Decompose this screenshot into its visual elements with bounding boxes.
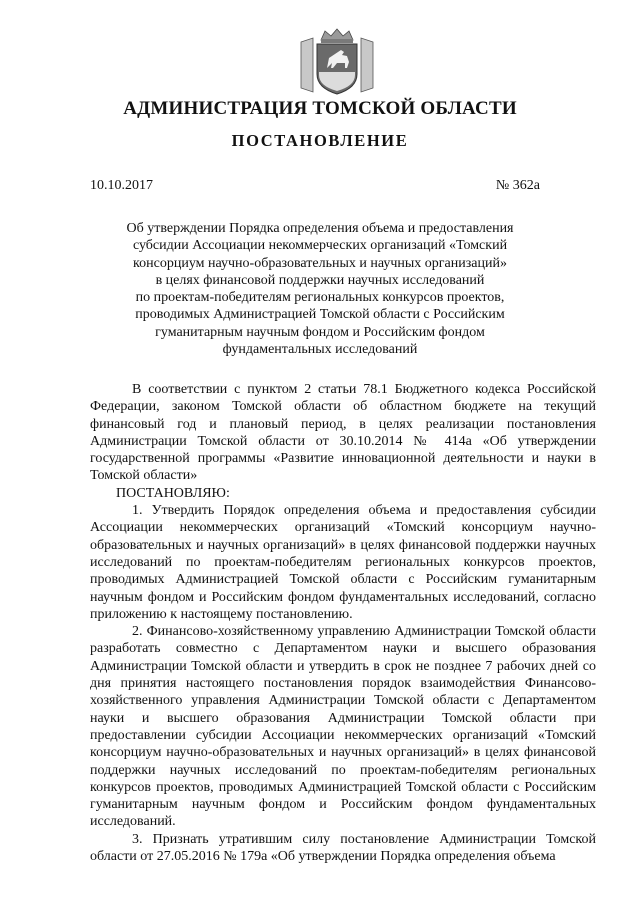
subject-line: фундаментальных исследований	[222, 342, 418, 358]
subject-line: Об утверждении Порядка определения объема и предоставления	[126, 221, 514, 236]
item-3-paragraph: 3. Признать утратившим силу постановление Администрации Томской области от 27.05.2016 № 179а «Об утверждении Порядка определения объема	[90, 831, 596, 865]
item-1-paragraph: 1. Утвердить Порядок определения объема и предоставления субсидии Ассоциации некоммерческих организаций «Томский консорциум научно-образовательных и научных организаций» в целях финансовой поддержки научных исследований по проектам-победителям региональных конкурсов проектов, проводимых Администрацией Томской области с Российским гуманитарным научным фондом и Российским фондом фундаментальных исследований, согласно приложению к настоящему постановлению.	[90, 503, 596, 622]
subject-line: по проектам-победителям региональных конкурсов проектов,	[135, 290, 505, 306]
document-type: ПОСТАНОВЛЕНИЕ	[231, 131, 409, 150]
organization-title: АДМИНИСТРАЦИЯ ТОМСКОЙ ОБЛАСТИ	[123, 98, 517, 119]
item-2-paragraph: 2. Финансово-хозяйственному управлению Администрации Томской области разработать совместно с Департаментом науки и высшего образования Администрации Томской области и утвердить в срок не позднее 7 рабочих дней со дня принятия настоящего постановления порядок взаимодействия Финансово-хозяйственного управления Администрации Томской области с Департаментом науки и высшего образования Администрации Томской области при предоставлении субсидии Ассоциации некоммерческих организаций «Томский консорциум научно-образовательных и научных организаций» в целях финансовой поддержки научных исследований по проектам-победителям региональных конкурсов проектов, проводимых Администрацией Томской области с Российским гуманитарным научным фондом и Российским фондом фундаментальных исследований.	[90, 624, 596, 830]
document-date: 10.10.2017	[90, 178, 153, 193]
subject-line: в целях финансовой поддержки научных исследований	[155, 272, 485, 288]
subject-line: консорциум научно-образовательных и научных организаций»	[133, 255, 507, 271]
resolve-heading: ПОСТАНОВЛЯЮ:	[116, 485, 230, 501]
subject-line: проводимых Администрацией Томской области с Российским	[135, 307, 505, 323]
document-body	[90, 381, 596, 865]
document-number: № 362а	[495, 178, 540, 193]
document-subject	[90, 220, 550, 358]
tomsk-oblast-coat-of-arms-icon	[297, 28, 377, 96]
preamble-paragraph: В соответствии с пунктом 2 статьи 78.1 Бюджетного кодекса Российской Федерации, законом Томской области об областном бюджете на текущий финансовый год и плановый период, в целях реализации постановления Администрации Томской области от 30.10.2014 № 414а «Об утверждении государственной программы «Развитие инновационной деятельности и науки в Томской области»	[90, 382, 596, 484]
subject-line: гуманитарным научным фондом и Российским фондом	[155, 324, 485, 340]
subject-line: субсидии Ассоциации некоммерческих организаций «Томский	[132, 238, 508, 254]
